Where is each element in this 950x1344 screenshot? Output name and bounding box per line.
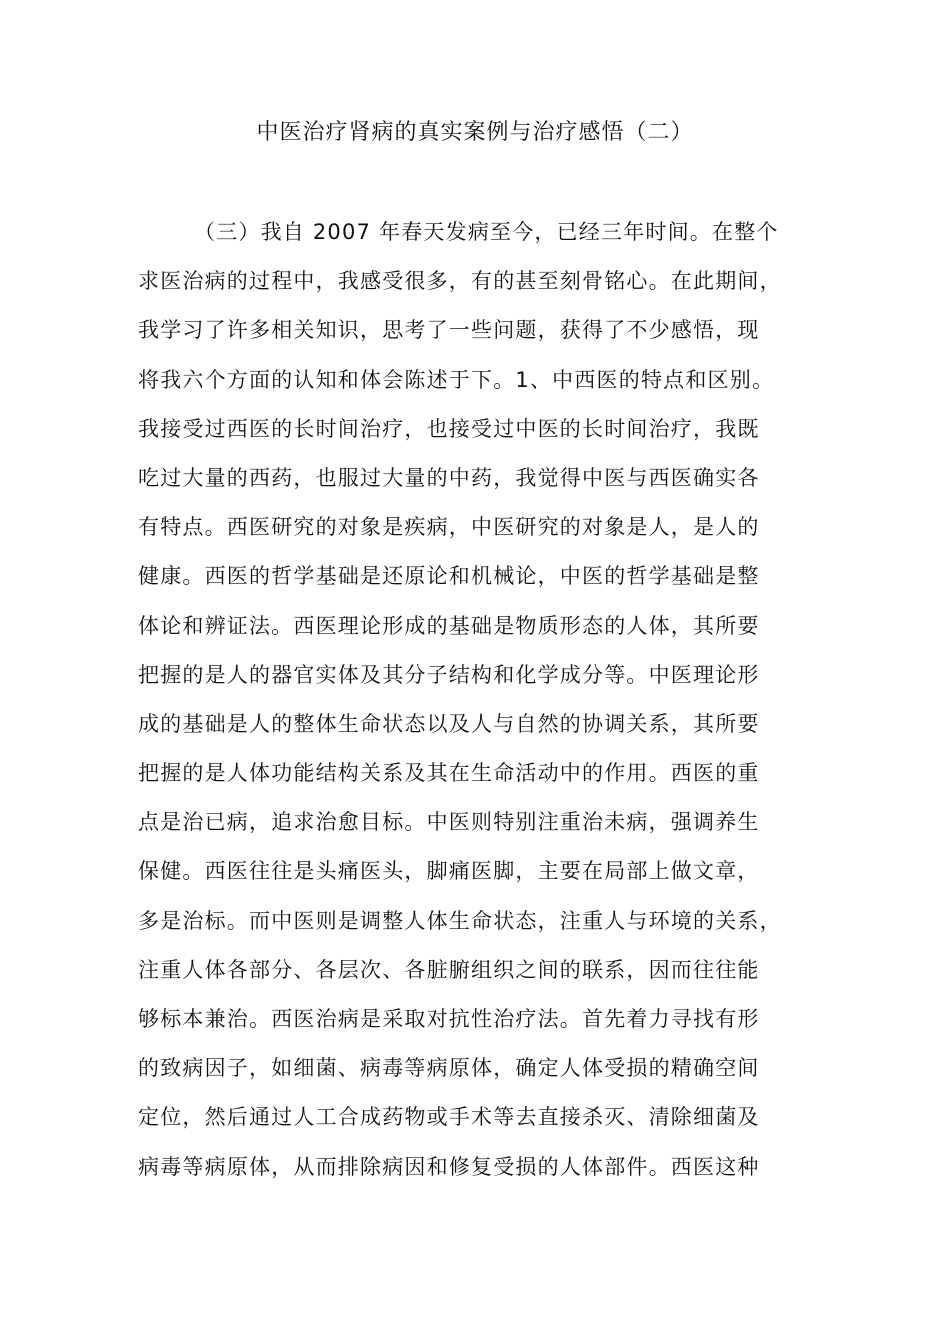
paragraph-line: 有特点。西医研究的对象是疾病，中医研究的对象是人，是人的 xyxy=(138,515,760,540)
paragraph-line: 吃过大量的西药，也服过大量的中药，我觉得中医与西医确实各 xyxy=(138,465,760,490)
paragraph-line: 多是治标。而中医则是调整人体生命状态，注重人与环境的关系， xyxy=(138,908,782,933)
paragraph-line: 定位，然后通过人工合成药物或手术等去直接杀灭、清除细菌及 xyxy=(138,1105,760,1130)
paragraph-line: 我接受过西医的长时间治疗，也接受过中医的长时间治疗，我既 xyxy=(138,416,760,441)
body-paragraph xyxy=(138,208,818,1192)
paragraph-line: 的致病因子，如细菌、病毒等病原体，确定人体受损的精确空间 xyxy=(138,1056,760,1081)
paragraph-line: 注重人体各部分、各层次、各脏腑组织之间的联系，因而往往能 xyxy=(138,957,760,982)
paragraph-line: 保健。西医往往是头痛医头，脚痛医脚，主要在局部上做文章， xyxy=(138,859,760,884)
paragraph-line: 将我六个方面的认知和体会陈述于下。1、中西医的特点和区别。 xyxy=(138,367,775,392)
paragraph-line: 把握的是人体功能结构关系及其在生命活动中的作用。西医的重 xyxy=(138,761,760,786)
paragraph-line: 我学习了许多相关知识，思考了一些问题，获得了不少感悟，现 xyxy=(138,318,760,343)
paragraph-line: 病毒等病原体，从而排除病因和修复受损的人体部件。西医这种 xyxy=(138,1154,760,1179)
paragraph-line: 体论和辨证法。西医理论形成的基础是物质形态的人体，其所要 xyxy=(138,613,760,638)
paragraph-line: 求医治病的过程中，我感受很多，有的甚至刻骨铭心。在此期间， xyxy=(138,269,782,294)
paragraph-line: （三）我自 2007 年春天发病至今，已经三年时间。在整个 xyxy=(194,220,779,244)
paragraph-line: 点是治已病，追求治愈目标。中医则特别注重治未病，强调养生 xyxy=(138,810,760,835)
document-title: 中医治疗肾病的真实案例与治疗感悟（二） xyxy=(256,120,694,145)
paragraph-line: 健康。西医的哲学基础是还原论和机械论，中医的哲学基础是整 xyxy=(138,564,760,589)
paragraph-line: 够标本兼治。西医治病是采取对抗性治疗法。首先着力寻找有形 xyxy=(138,1007,760,1031)
paragraph-line: 成的基础是人的整体生命状态以及人与自然的协调关系，其所要 xyxy=(138,711,760,736)
paragraph-line: 把握的是人的器官实体及其分子结构和化学成分等。中医理论形 xyxy=(138,662,760,687)
